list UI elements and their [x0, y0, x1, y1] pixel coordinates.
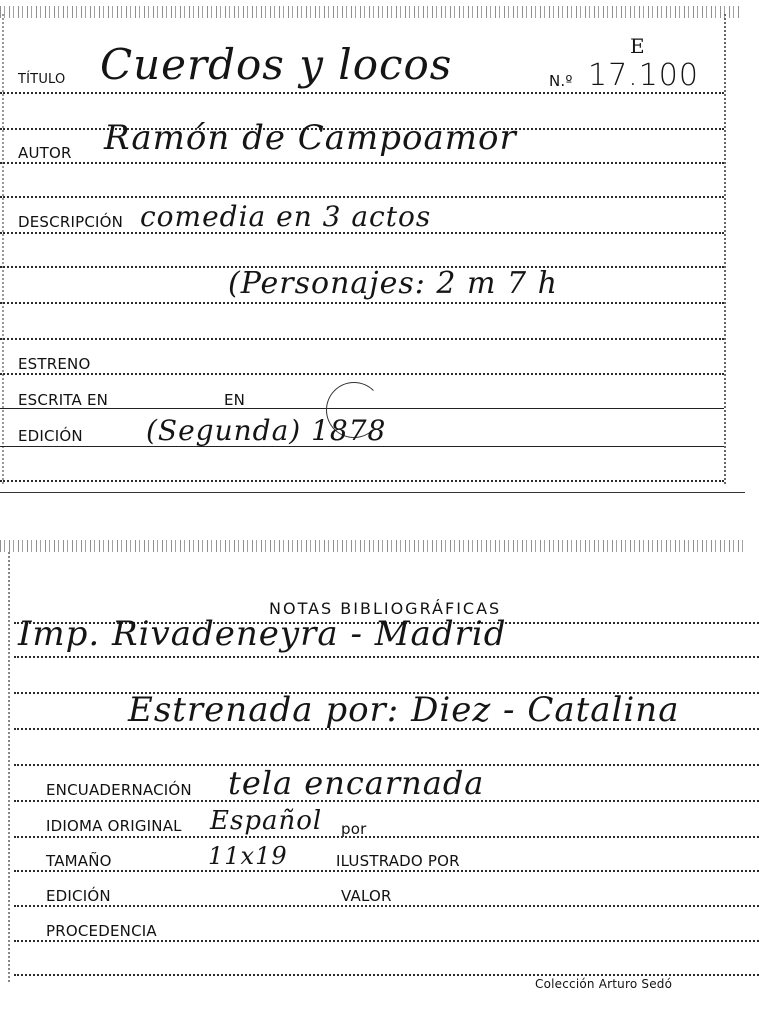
tamano-line [14, 870, 759, 872]
notas-heading: NOTAS BIBLIOGRÁFICAS [269, 599, 502, 618]
card-top-bottom-edge [0, 492, 745, 493]
rule-line [14, 656, 759, 658]
card-top-right-edge [724, 14, 726, 484]
estreno-label: ESTRENO [18, 355, 91, 373]
card-bottom-edge [0, 540, 745, 552]
coleccion-label: Colección Arturo Sedó [535, 977, 673, 991]
autor-value: Ramón de Campoamor [104, 118, 517, 158]
procedencia-label: PROCEDENCIA [46, 922, 157, 940]
tamano-label: TAMAÑO [46, 852, 112, 870]
autor-label: AUTOR [18, 144, 72, 162]
rule-line [0, 338, 724, 340]
edicion-line [0, 446, 724, 447]
idioma-value: Español [210, 806, 323, 836]
autor-line [0, 162, 724, 164]
valor-label: VALOR [341, 887, 392, 905]
titulo-value: Cuerdos y locos [100, 40, 453, 89]
nota-1: Imp. Rivadeneyra - Madrid [18, 614, 507, 654]
idioma-label: IDIOMA ORIGINAL [46, 817, 182, 835]
nota-2: Estrenada por: Diez - Catalina [128, 690, 680, 730]
descripcion-line [0, 232, 724, 234]
personajes-value: (Personajes: 2 m 7 h [228, 266, 558, 301]
edicion-bottom-line [14, 905, 759, 907]
idioma-line [14, 836, 759, 838]
card-left-edge [2, 14, 4, 484]
rule-line [14, 974, 759, 976]
escrita-en-label: ESCRITA EN [18, 391, 109, 409]
procedencia-line [14, 940, 759, 942]
estreno-line [0, 373, 724, 375]
descripcion-value: comedia en 3 actos [140, 200, 432, 233]
titulo-label: TÍTULO [18, 72, 66, 87]
numero-value: 17.100 [588, 58, 699, 93]
edicion-label: EDICIÓN [18, 427, 83, 445]
titulo-line [0, 92, 724, 94]
rule-line [0, 302, 724, 304]
descripcion-label: DESCRIPCIÓN [18, 213, 124, 231]
rule-line [0, 480, 724, 482]
card-top-edge [0, 6, 740, 18]
tamano-value: 11x19 [208, 842, 288, 870]
card-bottom-left-edge [8, 552, 10, 982]
encuadernacion-label: ENCUADERNACIÓN [46, 781, 192, 799]
en-label: EN [224, 391, 246, 409]
por-label: por [341, 820, 367, 838]
edicion-bottom-label: EDICIÓN [46, 887, 111, 905]
edicion-value: (Segunda) 1878 [146, 414, 387, 447]
rule-line [0, 196, 724, 198]
encuadernacion-line [14, 800, 759, 802]
numero-mark: E [630, 34, 646, 58]
rule-line [14, 728, 759, 730]
numero-label: N.º [549, 72, 573, 90]
encuadernacion-value: tela encarnada [228, 764, 485, 802]
ilustrado-label: ILUSTRADO POR [336, 852, 460, 870]
